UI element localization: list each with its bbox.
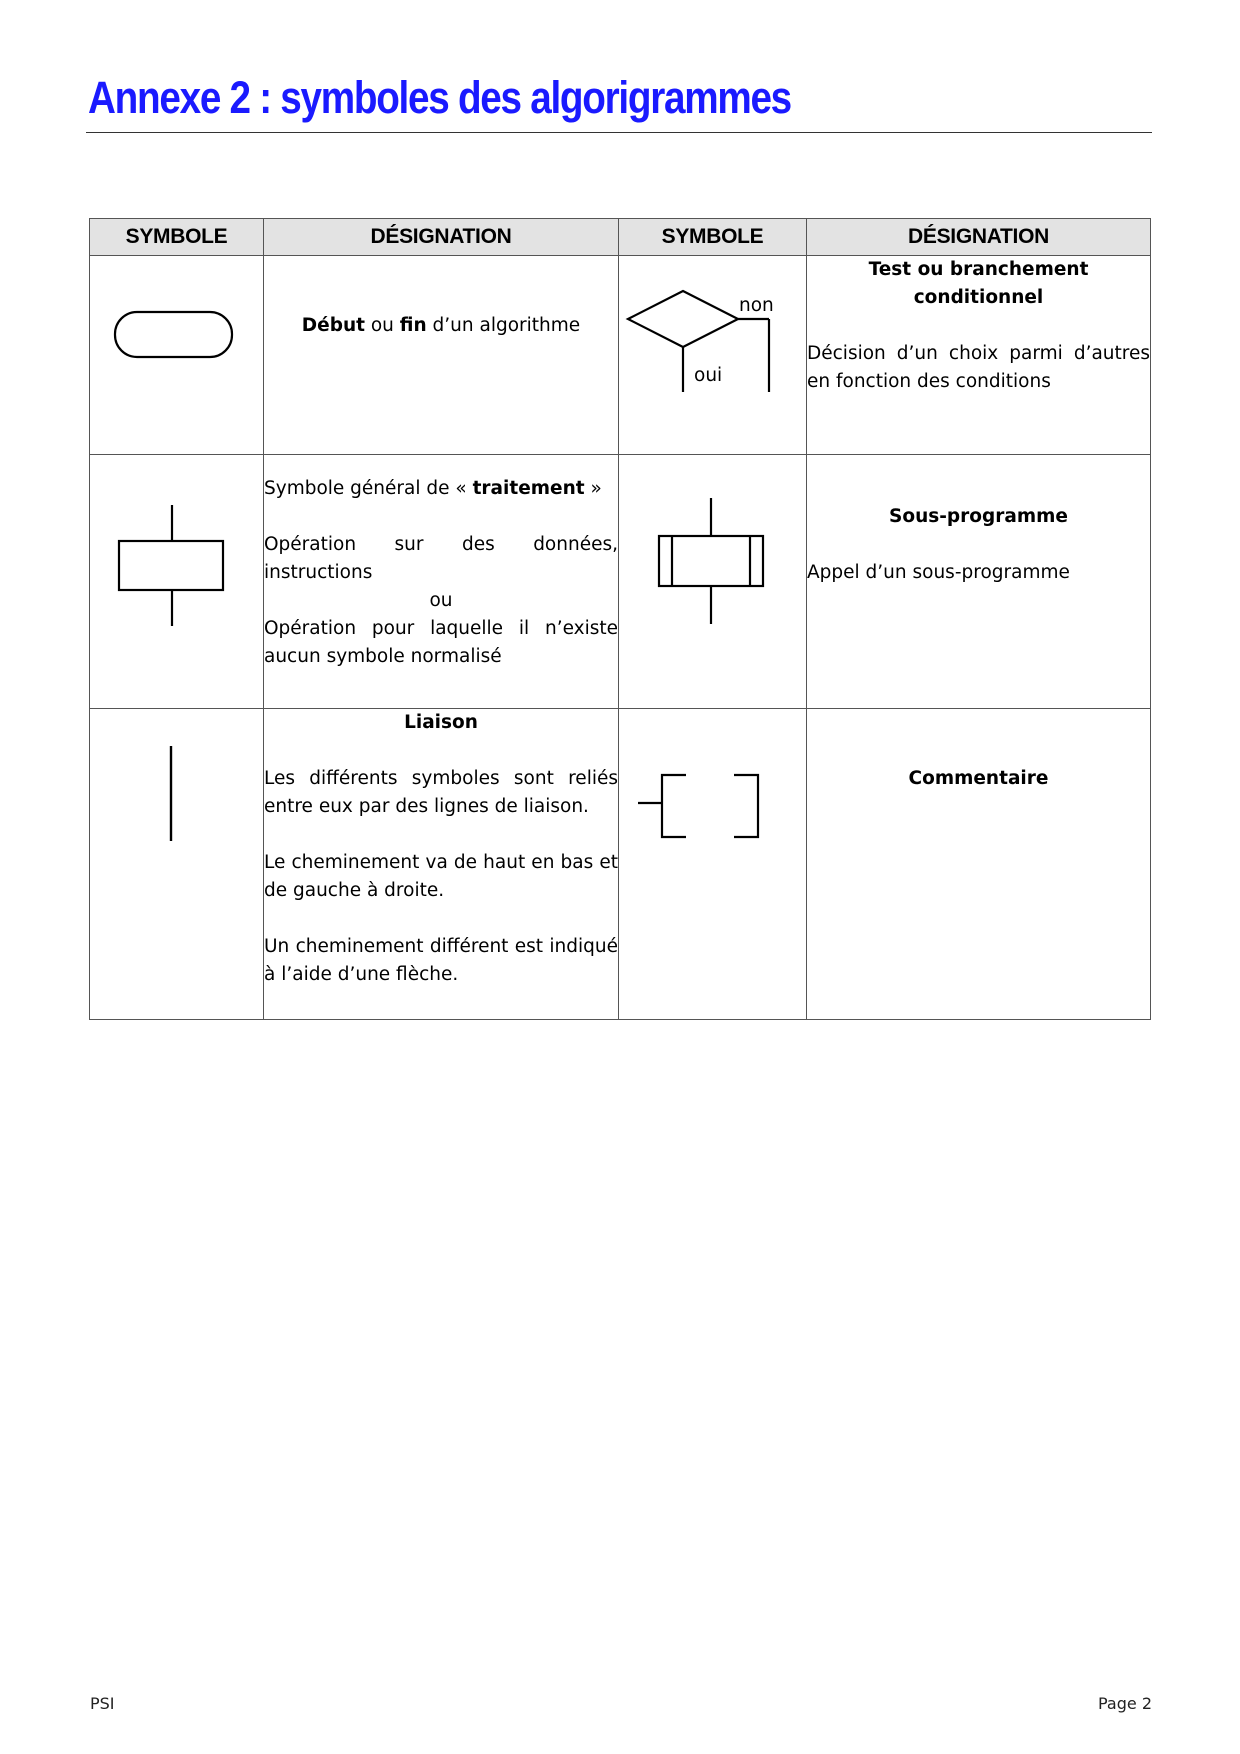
title-divider [86,132,1152,133]
symbol-cell-test [619,256,807,455]
process-symbol-icon [90,455,264,707]
header-symbole-1: SYMBOLE [90,219,264,256]
liaison-p1: Les différents symboles sont reliés entre eux par des lignes de liaison. [264,768,618,817]
symbol-cell-commentaire [619,709,807,1020]
footer-left: PSI [90,1694,115,1713]
test-title-line2: conditionnel [913,287,1044,308]
table-row [90,709,1151,1020]
traitement-op2: Opération pour laquelle il n’existe aucun symbole normalisé [264,618,618,667]
label-non: non [739,295,774,316]
liaison-title: Liaison [404,712,478,733]
decision-symbol-icon [619,256,807,453]
symbol-cell-traitement [90,455,264,709]
subroutine-symbol-icon [619,455,807,707]
symbol-cell-liaison [90,709,264,1020]
designation-traitement [264,455,619,709]
sous-programme-description: Appel d’un sous-programme [807,562,1070,583]
table-header-row [90,219,1151,256]
designation-commentaire [807,709,1151,1020]
footer-page-number: Page 2 [1098,1694,1152,1713]
designation-test [807,256,1151,455]
table-row [90,455,1151,709]
header-designation-1: DÉSIGNATION [264,219,619,256]
symbols-table [89,218,1151,1020]
header-symbole-2: SYMBOLE [619,219,807,256]
header-designation-2: DÉSIGNATION [807,219,1151,256]
commentaire-title: Commentaire [908,768,1049,789]
designation-liaison [264,709,619,1020]
traitement-or: ou [429,590,453,611]
designation-debut-fin [264,256,619,455]
designation-sous-programme [807,455,1151,709]
table-row [90,256,1151,455]
connector-line-icon [90,709,264,1018]
liaison-p2: Le cheminement va de haut en bas et de gauche à droite. [264,852,618,901]
sous-programme-title: Sous-programme [889,506,1068,527]
liaison-p3: Un cheminement différent est indiqué à l’aide d’une flèche. [264,936,618,985]
label-oui: oui [694,365,723,386]
traitement-op1: Opération sur des données, instructions [264,534,618,583]
page-title: Annexe 2 : symboles des algorigrammes [88,72,791,123]
terminal-symbol-icon [90,256,264,453]
symbol-cell-sous-programme [619,455,807,709]
traitement-title: Symbole général de « traitement » [264,478,602,499]
comment-bracket-icon [619,709,807,1018]
test-title-line1: Test ou branchement [868,259,1089,280]
symbol-cell-debut-fin [90,256,264,455]
debut-fin-text: Début ou fin d’un algorithme [301,315,581,336]
test-description: Décision d’un choix parmi d’autres en fonction des conditions [807,343,1150,392]
